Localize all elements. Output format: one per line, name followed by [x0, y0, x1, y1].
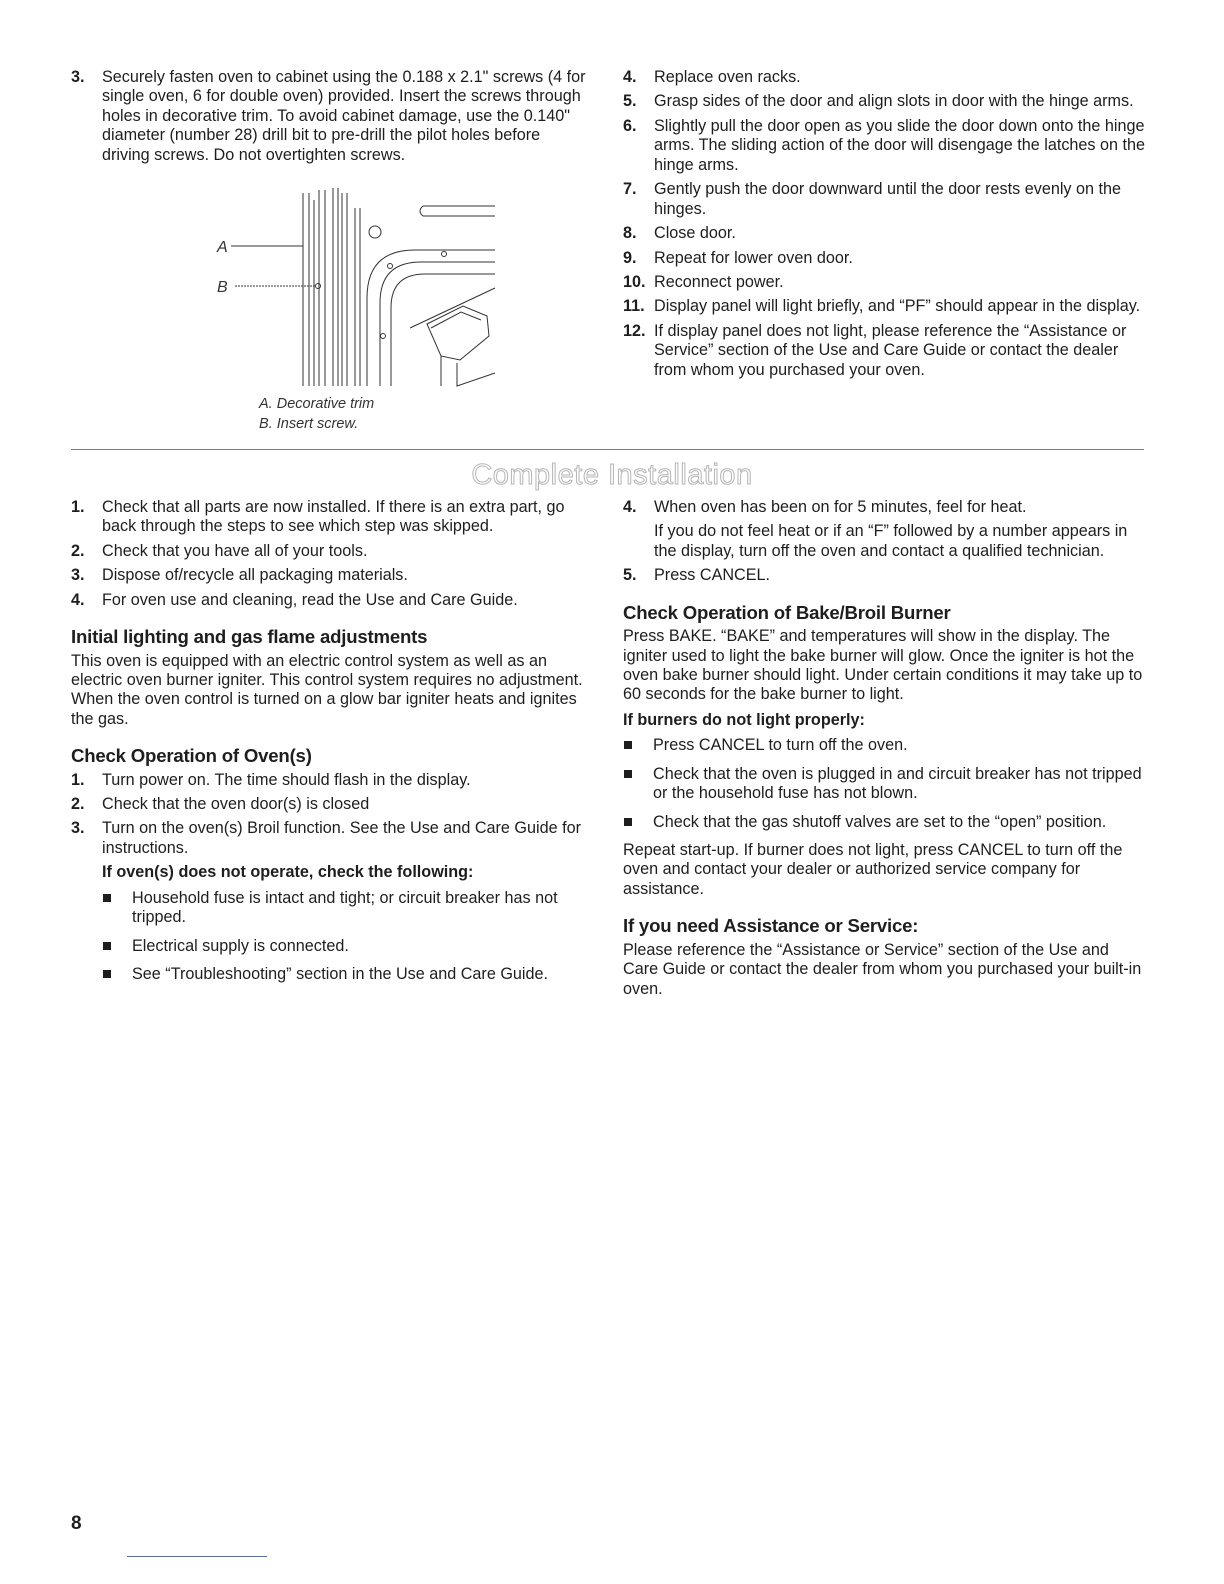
bullet-item: Check that the oven is plugged in and circuit breaker has not tripped or the household fuse has not blown. [623, 765, 1145, 804]
step-text: Securely fasten oven to cabinet using the 0.188 x 2.1" screws (4 for single oven, 6 for double oven) provided. Insert the screws through holes in decorative trim. To avoid cabinet damage, use the 0.140" diameter (number 28) drill bit to pre-drill the pilot holes before driving screws. Do not overtighten screws. [102, 68, 586, 164]
install-step: 6. Slightly pull the door open as you slide the door down onto the hinge arms. The sliding action of the door will disengage the latches on the hinge arms. [623, 116, 1146, 174]
bullet-item: Check that the gas shutoff valves are set to the “open” position. [623, 813, 1145, 832]
bullet-square-icon [624, 818, 632, 826]
left-column [71, 498, 591, 994]
complete-step: 5. Press CANCEL. [623, 566, 771, 585]
install-step: 10. Reconnect power. [623, 272, 784, 291]
right-column [623, 498, 1145, 999]
check-oven-troubleshoot [102, 863, 591, 984]
if-oven-not-operate-heading: If oven(s) does not operate, check the following: [102, 863, 474, 882]
complete-step: 2. Check that you have all of your tools. [71, 541, 368, 560]
assistance-heading: If you need Assistance or Service: [623, 915, 919, 937]
bullet-square-icon [103, 942, 111, 950]
figure-caption [259, 394, 374, 435]
section-title: Complete Installation [471, 459, 753, 491]
burners-not-light-heading: If burners do not light properly: [623, 710, 865, 729]
bullet-item: See “Troubleshooting” section in the Use and Care Guide. [102, 965, 591, 984]
bullet-square-icon [624, 741, 632, 749]
complete-step: 4. For oven use and cleaning, read the Use and Care Guide. [71, 590, 518, 609]
install-step: 12. If display panel does not light, please reference the “Assistance or Service” section of the Use and Care Guide or contact the dealer from whom you purchased your oven. [623, 321, 1127, 379]
install-step: 7. Gently push the door downward until the door rests evenly on the hinges. [623, 180, 1122, 218]
decorative-trim-illustration [205, 188, 505, 390]
top-right-column [623, 68, 1145, 385]
bake-broil-text: Press BAKE. “BAKE” and temperatures will show in the display. The igniter used to light the bake burner will glow. Once the igniter is hot the oven bake burner should light. Under certain conditions it may take up to 60 seconds for the bake burner to light. [623, 627, 1143, 704]
caption-insert-screw: B. Insert screw. [259, 416, 359, 433]
complete-step: 1. Check that all parts are now installed. If there is an extra part, go back through the steps to see which step was skipped. [71, 498, 565, 536]
figure-label-b: B [217, 279, 228, 296]
page-number: 8 [71, 1513, 82, 1534]
bullet-square-icon [103, 894, 111, 902]
complete-step: 4. When oven has been on for 5 minutes, feel for heat. If you do not feel heat or if an “F” followed by a number appears in the display, turn off the oven and contact a qualified technician. [623, 498, 1145, 561]
caption-decorative-trim: A. Decorative trim [259, 396, 375, 412]
bullet-item: Electrical supply is connected. [102, 937, 591, 956]
install-step-3 [71, 68, 591, 165]
step4-note: If you do not feel heat or if an “F” followed by a number appears in the display, turn off the oven and contact a qualified technician. [654, 522, 1128, 560]
check-oven-step: 3. Turn on the oven(s) Broil function. See the Use and Care Guide for instructions. [71, 819, 581, 857]
complete-step: 3. Dispose of/recycle all packaging materials. [71, 566, 408, 585]
check-oven-step: 2. Check that the oven door(s) is closed [71, 795, 370, 813]
install-step: 5. Grasp sides of the door and align slots in door with the hinge arms. [623, 92, 1134, 111]
repeat-startup-text: Repeat start-up. If burner does not light, press CANCEL to turn off the oven and contact your dealer or authorized service company for assistance. [623, 841, 1123, 898]
top-left-column [71, 68, 591, 170]
install-step: 11. Display panel will light briefly, and “PF” should appear in the display. [623, 297, 1141, 316]
figure-label-a: A [217, 239, 228, 256]
bullet-item: Household fuse is intact and tight; or circuit breaker has not tripped. [102, 889, 591, 928]
footer-rule [127, 1556, 267, 1557]
section-divider [71, 449, 1144, 450]
assistance-text: Please reference the “Assistance or Service” section of the Use and Care Guide or contact the dealer from whom you purchased your built-in oven. [623, 940, 1142, 998]
bullet-square-icon [103, 970, 111, 978]
install-step: 9. Repeat for lower oven door. [623, 248, 853, 267]
check-oven-heading: Check Operation of Oven(s) [71, 745, 312, 767]
bullet-item: Press CANCEL to turn off the oven. [623, 736, 1145, 755]
initial-lighting-text: This oven is equipped with an electric control system as well as an electric oven burner igniter. This control system requires no adjustment. When the oven control is turned on a glow bar igniter heats and ignites the gas. [71, 651, 583, 728]
install-step: 4. Replace oven racks. [623, 68, 801, 86]
bake-broil-heading: Check Operation of Bake/Broil Burner [623, 601, 951, 623]
install-step: 8. Close door. [623, 224, 736, 243]
initial-lighting-heading: Initial lighting and gas flame adjustments [71, 626, 428, 648]
check-oven-step: 1. Turn power on. The time should flash in the display. [71, 770, 471, 789]
bullet-square-icon [624, 770, 632, 778]
step-number: 3. [71, 68, 85, 86]
